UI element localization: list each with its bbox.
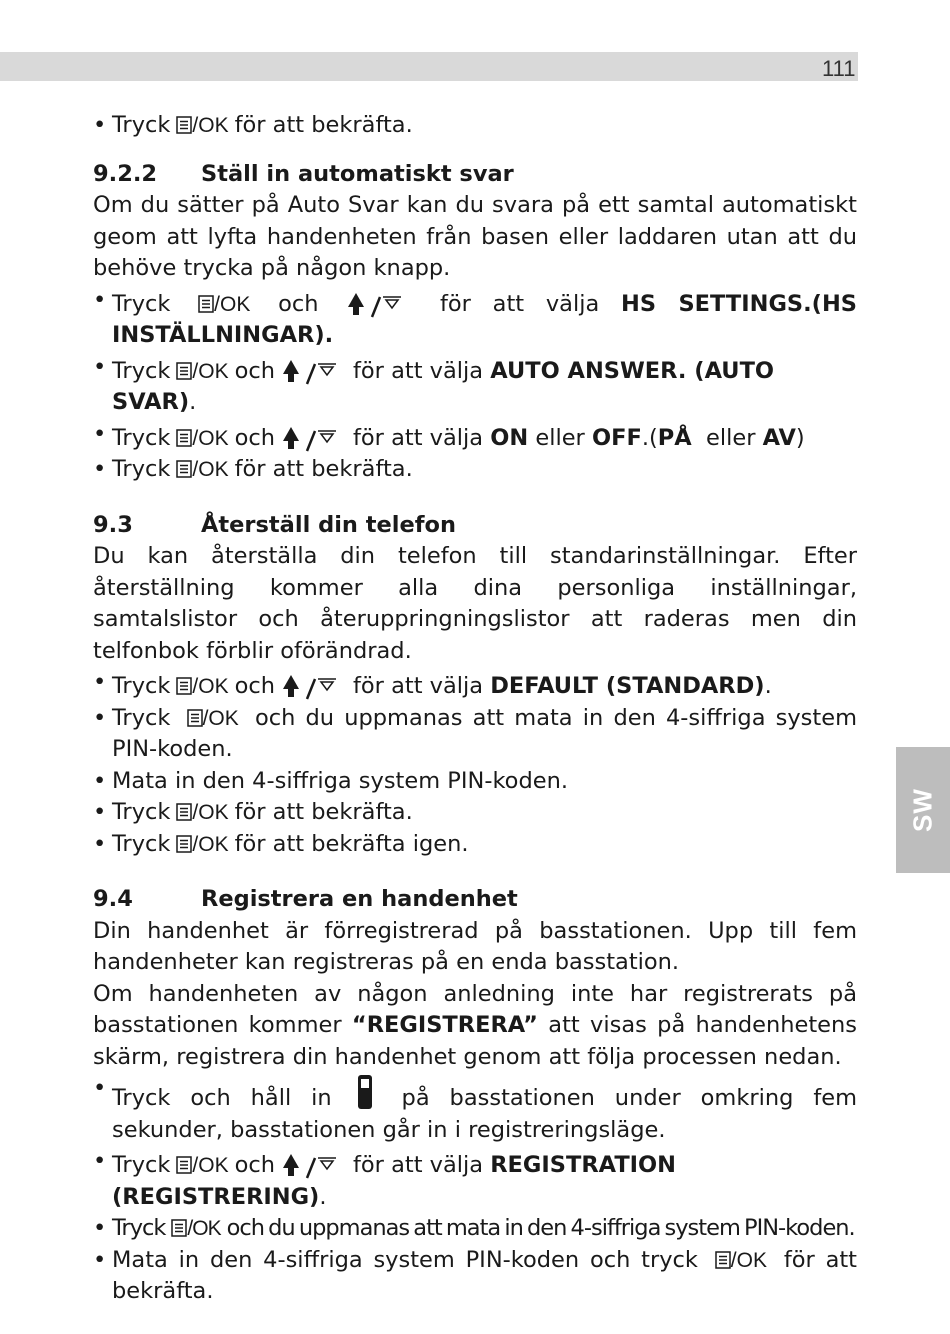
menu-ok-icon: /OK [176,671,228,703]
paragraph: Du kan återställa din telefon till standarinställningar. Efter återställning kommer alla dina personliga inställningar, samtalslistor och återuppringningslistor att raderas men din telfonbok förblir oförändrad. [93,543,857,664]
menu-ok-icon: /OK [176,356,228,388]
bullet-item: • Tryck /OK och för att välja REGISTRATION (REGISTRERING). [93,1148,676,1210]
menu-ok-icon: /OK [187,703,239,735]
menu-ok-icon: /OK [176,454,228,486]
menu-ok-icon: /OK [198,289,250,321]
bullet-item: • Tryck /OK och du uppmanas att mata in den 4-siffriga system PIN-koden. [93,1213,857,1245]
bullet-item: • Mata in den 4-siffriga system PIN-koden. [93,767,568,794]
bullet-item: • Tryck /OK och för att välja ON eller OFF.(PÅ eller AV) [93,419,857,455]
bullet-item: • Tryck /OK för att bekräfta. [93,454,857,486]
language-tab-label: SW [907,788,938,832]
up-down-arrows-icon [281,352,347,383]
up-down-arrows-icon [281,1146,347,1177]
handset-icon [356,1073,378,1104]
menu-ok-icon: /OK [171,1213,220,1245]
menu-ok-icon: /OK [176,423,228,455]
paragraph: Om handenheten av någon anledning inte har registrerats på basstationen kommer “REGISTRERA” att visas på handenhetens skärm, registrera din handenhet genom att följa processen nedan. [93,980,857,1070]
up-down-arrows-icon [281,667,347,698]
paragraph: Om du sätter på Auto Svar kan du svara på ett samtal automatiskt geom att lyfta handenheten från basen eller laddaren utan att du behöve trycka på någon knapp. [93,192,857,281]
bullet-item: • Tryck /OK och för att välja HS SETTINGS.(HS INSTÄLLNINGAR). [93,286,858,348]
bullet-item: • Tryck /OK och för att välja AUTO ANSWER. (AUTO SVAR). [93,353,775,415]
bullet-item: • Tryck /OK för att bekräfta. [93,110,857,142]
menu-ok-icon: /OK [715,1245,767,1277]
page-content [93,110,857,1308]
section-heading-9-3: 9.3 Återställ din telefon [93,511,457,538]
menu-ok-icon: /OK [176,797,228,829]
header-bar [0,52,858,81]
bullet-item: • Tryck och håll in på basstationen under omkring fem sekunder, basstationen går in i registreringsläge. [93,1075,858,1143]
bullet-item: • Mata in den 4-siffriga system PIN-koden och tryck /OK för att bekräfta. [93,1246,857,1304]
bullet-item: • Tryck /OK och du uppmanas att mata in den 4-siffriga system PIN-koden. [93,704,857,762]
language-tab [896,747,950,873]
bullet-item: • Tryck /OK för att bekräfta igen. [93,829,857,861]
page-number: 111 [822,56,856,81]
up-down-arrows-icon [346,285,412,316]
menu-ok-icon: /OK [176,110,228,142]
section-heading-9-2-2: 9.2.2 Ställ in automatiskt svar [93,160,514,187]
bullet-item: • Tryck /OK och för att välja DEFAULT (STANDARD). [93,667,857,703]
menu-ok-icon: /OK [176,1150,228,1182]
bullet-item: • Tryck /OK för att bekräfta. [93,797,857,829]
menu-ok-icon: /OK [176,829,228,861]
section-heading-9-4: 9.4 Registrera en handenhet [93,886,518,912]
paragraph: Din handenhet är förregistrerad på basstationen. Upp till fem handenheter kan registreras på en enda basstation. [93,917,857,975]
up-down-arrows-icon [281,419,347,450]
